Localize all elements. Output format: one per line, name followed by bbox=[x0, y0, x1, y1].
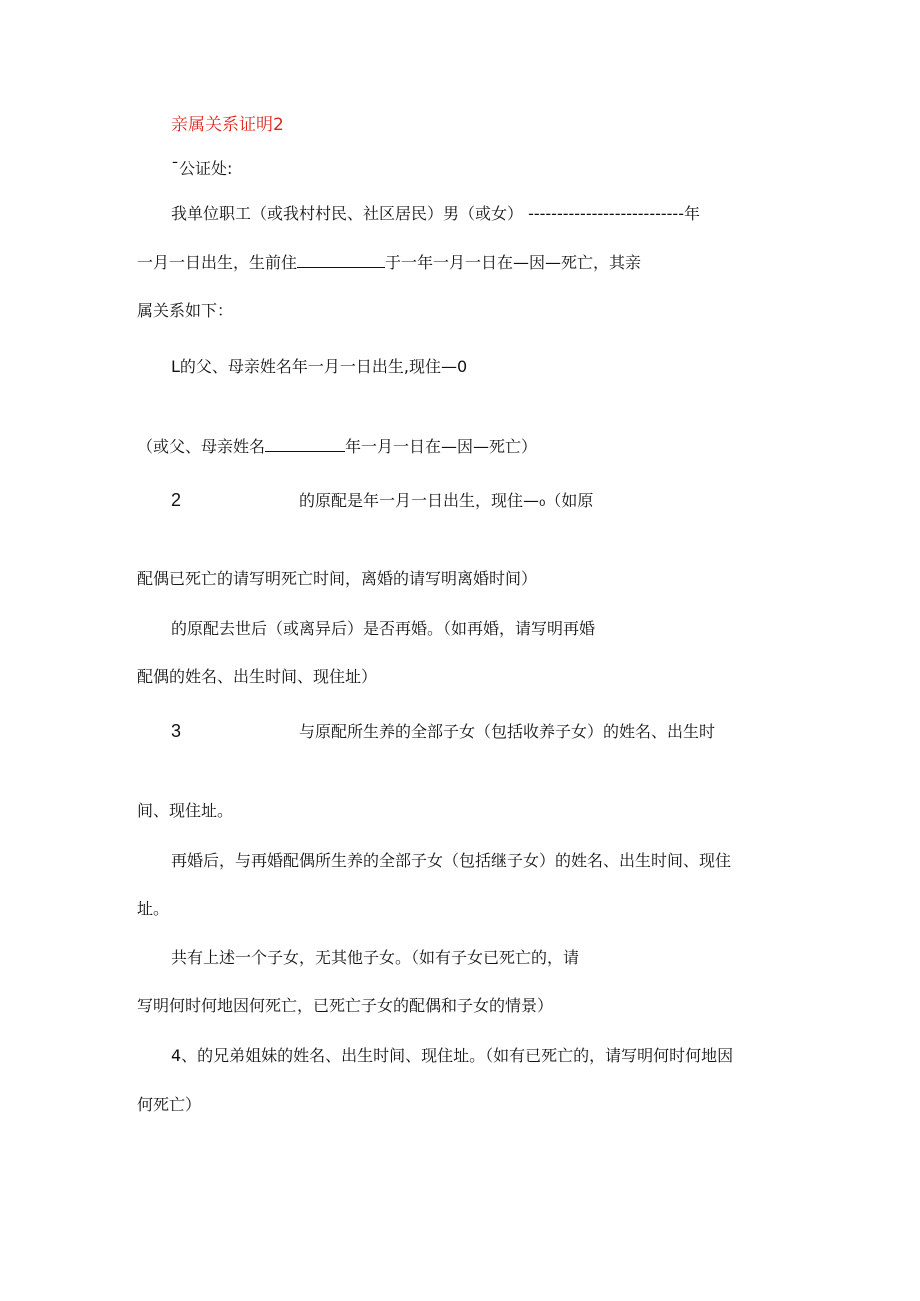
remarry-children-line-2: 址。 bbox=[137, 899, 170, 918]
item1-alt-start: （或父、母亲姓名 bbox=[137, 437, 266, 456]
item3-cont-line: 间、现住址。 bbox=[137, 801, 234, 820]
intro-line-3: 属关系如下： bbox=[137, 301, 234, 320]
item3-number: 3 bbox=[171, 721, 182, 741]
item4-cont-line: 何死亡） bbox=[137, 1095, 202, 1114]
intro-line-2-end: 于一年一月一日在—因—死亡，其亲 bbox=[385, 253, 642, 272]
item2-number: 2 bbox=[171, 490, 182, 510]
item1-alt-end: 年一月一日在—因—死亡） bbox=[345, 437, 538, 456]
children-total-line-2: 写明何时何地因何死亡，已死亡子女的配偶和子女的情景） bbox=[137, 996, 554, 1015]
item1-line: L的父、母亲姓名年一月一日出生,现住—0 bbox=[171, 357, 468, 376]
intro-line-1: 我单位职工（或我村村民、社区居民）男（或女） ---------------------------年 bbox=[171, 204, 700, 223]
intro-line-2 bbox=[137, 252, 641, 274]
children-total-line-1: 共有上述一个子女，无其他子女。（如有子女已死亡的，请 bbox=[171, 948, 580, 967]
document-title: 亲属关系证明2 bbox=[171, 115, 284, 135]
item2-cont-line: 配偶已死亡的请写明死亡时间，离婚的请写明离婚时间） bbox=[137, 569, 538, 588]
item2-line: 的原配是年一月一日出生，现住—₀（如原 bbox=[299, 491, 594, 510]
item1-alt-line bbox=[137, 436, 537, 458]
residence-blank bbox=[297, 253, 385, 268]
remarry-children-line-1: 再婚后，与再婚配偶所生养的全部子女（包括继子女）的姓名、出生时间、现住 bbox=[171, 851, 732, 870]
intro-line-2-start: 一月一日出生，生前住 bbox=[137, 253, 298, 272]
addressee-line: ¯公证处: bbox=[171, 159, 233, 178]
item2-remarry-line-1: 的原配去世后（或离异后）是否再婚。（如再婚，请写明再婚 bbox=[171, 619, 596, 638]
item4-line: 4、的兄弟姐妹的姓名、出生时间、现住址。（如有已死亡的，请写明何时何地因 bbox=[171, 1046, 734, 1065]
item2-remarry-line-2: 配偶的姓名、出生时间、现住址） bbox=[137, 667, 378, 686]
parent-name-blank bbox=[265, 437, 345, 452]
item3-line: 与原配所生养的全部子女（包括收养子女）的姓名、出生时 bbox=[299, 722, 716, 741]
